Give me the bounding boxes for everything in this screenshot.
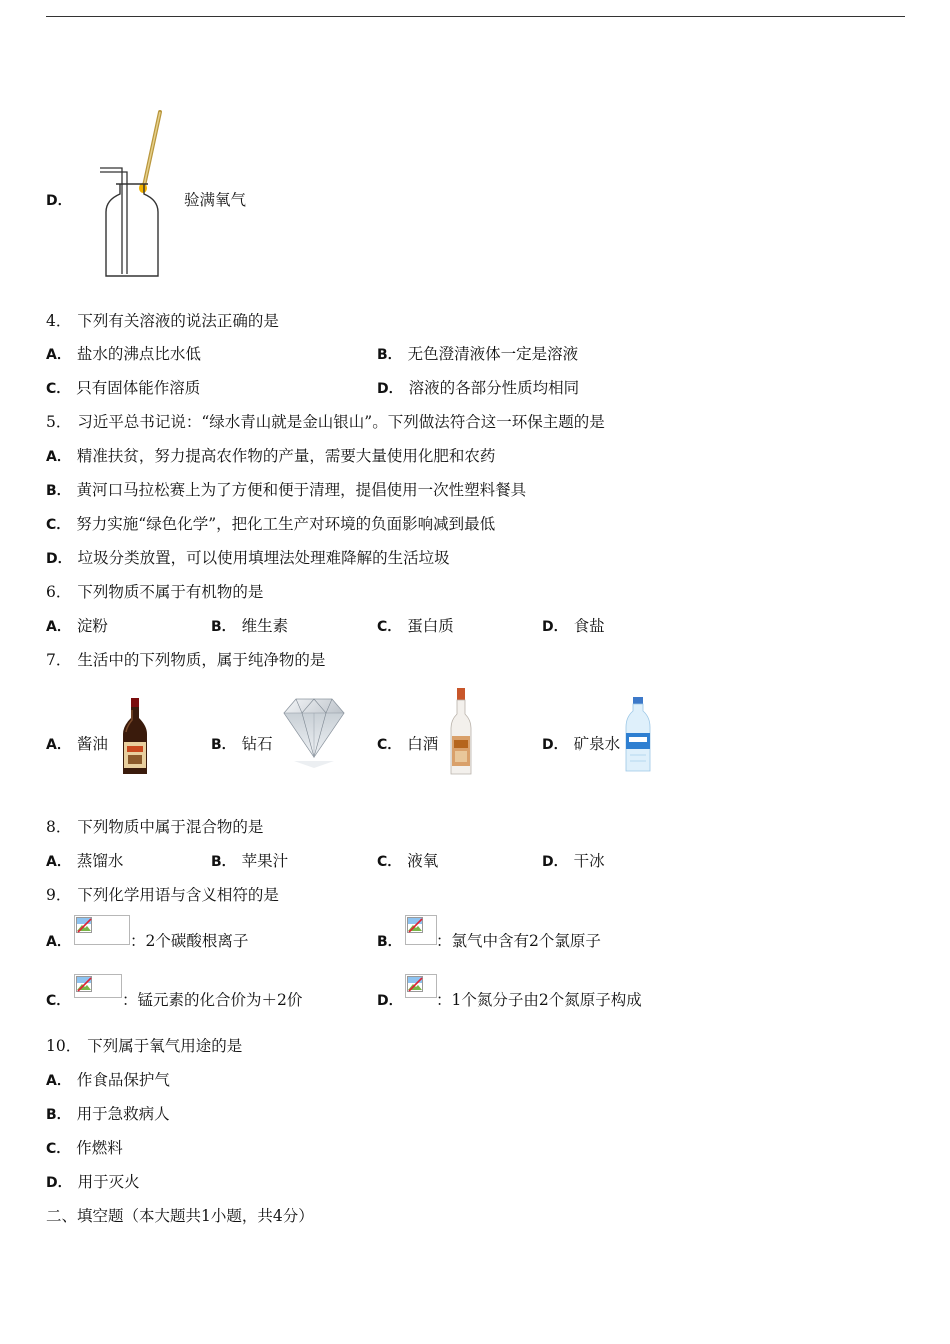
broken-image-glyph-icon [76, 917, 92, 933]
option-letter: D． [46, 551, 72, 567]
question-7-stem [46, 650, 325, 670]
q9-option-a-text: ：2个碳酸根离子 [130, 932, 249, 950]
option-letter: A． [46, 854, 71, 870]
question-number: 9． [46, 886, 72, 904]
q8-option-d[interactable] [542, 851, 605, 872]
option-letter: A． [46, 619, 71, 635]
question-text: 下列有关溶液的说法正确的是 [77, 312, 279, 330]
question-5-stem [46, 412, 605, 432]
question-number: 10． [46, 1037, 82, 1055]
option-text: 淀粉 [76, 617, 108, 635]
option-text: 蒸馏水 [76, 852, 124, 870]
option-text: 溶液的各部分性质均相同 [408, 379, 580, 397]
q8-option-a[interactable] [46, 851, 123, 872]
option-letter: B． [211, 737, 236, 753]
q6-option-b[interactable] [211, 616, 288, 637]
option-text: 只有固体能作溶质 [76, 379, 201, 397]
option-letter: C． [46, 517, 71, 533]
question-number: 6． [46, 583, 72, 601]
q4-option-a[interactable] [46, 344, 201, 365]
q8-option-c[interactable] [377, 851, 438, 872]
option-letter: C． [46, 381, 71, 397]
option-text: 努力实施“绿色化学”，把化工生产对环境的负面影响减到最低 [76, 515, 496, 533]
q4-option-c[interactable] [46, 378, 200, 399]
q6-option-d[interactable] [542, 616, 605, 637]
q7-option-b[interactable] [211, 734, 273, 755]
option-text: 食盐 [573, 617, 605, 635]
broken-image-glyph-icon [76, 976, 92, 992]
water-bottle-icon [622, 697, 654, 773]
section-2-title: 二、填空题（本大题共1小题，共4分） [46, 1207, 314, 1225]
option-text: 精准扶贫，努力提高农作物的产量，需要大量使用化肥和农药 [76, 447, 496, 465]
option-text: 作食品保护气 [76, 1071, 170, 1089]
question-text: 生活中的下列物质，属于纯净物的是 [77, 651, 326, 669]
q9-option-c-text: ：锰元素的化合价为＋2价 [122, 991, 303, 1009]
broken-image-glyph-icon [407, 976, 423, 992]
liquor-bottle-icon [448, 688, 474, 776]
option-letter: B． [377, 347, 402, 363]
option-text: 垃圾分类放置，可以使用填埋法处理难降解的生活垃圾 [77, 549, 450, 567]
option-text: 维生素 [241, 617, 289, 635]
q5-option-a[interactable] [46, 446, 495, 467]
option-text: 用于灭火 [77, 1173, 140, 1191]
broken-image-icon [74, 974, 122, 998]
option-letter: A． [46, 1073, 71, 1089]
question-9-stem [46, 885, 279, 905]
option-letter: D． [377, 993, 403, 1009]
broken-image-icon [405, 974, 437, 998]
option-text: 蛋白质 [407, 617, 454, 635]
option-text: 干冰 [573, 852, 605, 870]
q10-option-d[interactable] [46, 1172, 140, 1193]
option-letter: B． [211, 854, 236, 870]
option-text: 盐水的沸点比水低 [76, 345, 201, 363]
q3-option-d [46, 190, 78, 211]
option-text: 作燃料 [76, 1139, 123, 1157]
q10-option-b[interactable] [46, 1104, 170, 1125]
question-text: 下列化学用语与含义相符的是 [77, 886, 279, 904]
header-rule [46, 16, 905, 17]
q5-option-d[interactable] [46, 548, 450, 569]
option-letter: A． [46, 737, 71, 753]
q5-option-c[interactable] [46, 514, 495, 535]
q3-option-d-text: 验满氧气 [184, 191, 247, 209]
option-letter: B． [377, 934, 402, 950]
question-6-stem [46, 582, 263, 602]
option-text: 用于急救病人 [76, 1105, 170, 1123]
q5-option-b[interactable] [46, 480, 526, 501]
question-text: 习近平总书记说：“绿水青山就是金山银山”。下列做法符合这一环保主题的是 [77, 413, 605, 431]
option-text: 液氧 [407, 852, 439, 870]
option-text: 无色澄清液体一定是溶液 [407, 345, 579, 363]
q4-option-b[interactable] [377, 344, 578, 365]
option-letter: D． [377, 381, 403, 397]
question-text: 下列属于氧气用途的是 [87, 1037, 243, 1055]
broken-image-icon [405, 915, 437, 945]
q9-option-b-letter[interactable] [377, 931, 408, 952]
soy-sauce-bottle-icon [119, 698, 151, 776]
option-text: 矿泉水 [573, 735, 621, 753]
question-number: 8． [46, 818, 72, 836]
option-text: 黄河口马拉松赛上为了方便和便于清理，提倡使用一次性塑料餐具 [76, 481, 527, 499]
option-letter: A． [46, 934, 71, 950]
diamond-icon [282, 697, 346, 769]
question-number: 7． [46, 651, 72, 669]
question-4-stem [46, 311, 279, 331]
option-letter: C． [46, 993, 71, 1009]
q7-option-c[interactable] [377, 734, 438, 755]
option-letter: D． [542, 619, 568, 635]
option-letter: D． [46, 1175, 72, 1191]
question-10-stem [46, 1036, 242, 1056]
q9-option-d-letter[interactable] [377, 990, 409, 1011]
option-letter: B． [211, 619, 236, 635]
option-letter: B． [46, 483, 71, 499]
option-letter: C． [377, 854, 402, 870]
question-8-stem [46, 817, 263, 837]
broken-image-glyph-icon [407, 917, 423, 933]
question-text: 下列物质中属于混合物的是 [77, 818, 264, 836]
option-letter: D． [46, 193, 72, 209]
question-number: 4． [46, 312, 72, 330]
q9-option-b-text: ：氯气中含有2个氯原子 [436, 932, 601, 950]
q10-option-c[interactable] [46, 1138, 123, 1159]
option-letter: B． [46, 1107, 71, 1123]
q10-option-a[interactable] [46, 1070, 170, 1091]
option-letter: A． [46, 347, 71, 363]
gas-jar-with-glowing-splint-icon [100, 108, 166, 280]
q4-option-d[interactable] [377, 378, 579, 399]
q7-option-d[interactable] [542, 734, 620, 755]
q9-option-a-letter[interactable] [46, 931, 77, 952]
option-text: 钻石 [241, 735, 273, 753]
option-letter: C． [377, 619, 402, 635]
option-letter: C． [46, 1141, 71, 1157]
q8-option-b[interactable] [211, 851, 288, 872]
broken-image-icon [74, 915, 130, 945]
option-letter: D． [542, 737, 568, 753]
option-letter: A． [46, 449, 71, 465]
q6-option-a[interactable] [46, 616, 108, 637]
option-letter: D． [542, 854, 568, 870]
q6-option-c[interactable] [377, 616, 454, 637]
option-letter: C． [377, 737, 402, 753]
q7-option-a[interactable] [46, 734, 108, 755]
question-text: 下列物质不属于有机物的是 [77, 583, 264, 601]
question-number: 5． [46, 413, 72, 431]
option-text: 酱油 [76, 735, 108, 753]
option-text: 苹果汁 [241, 852, 289, 870]
option-text: 白酒 [407, 735, 439, 753]
q9-option-d-text: ：1个氮分子由2个氮原子构成 [436, 991, 642, 1009]
q9-option-c-letter[interactable] [46, 990, 76, 1011]
